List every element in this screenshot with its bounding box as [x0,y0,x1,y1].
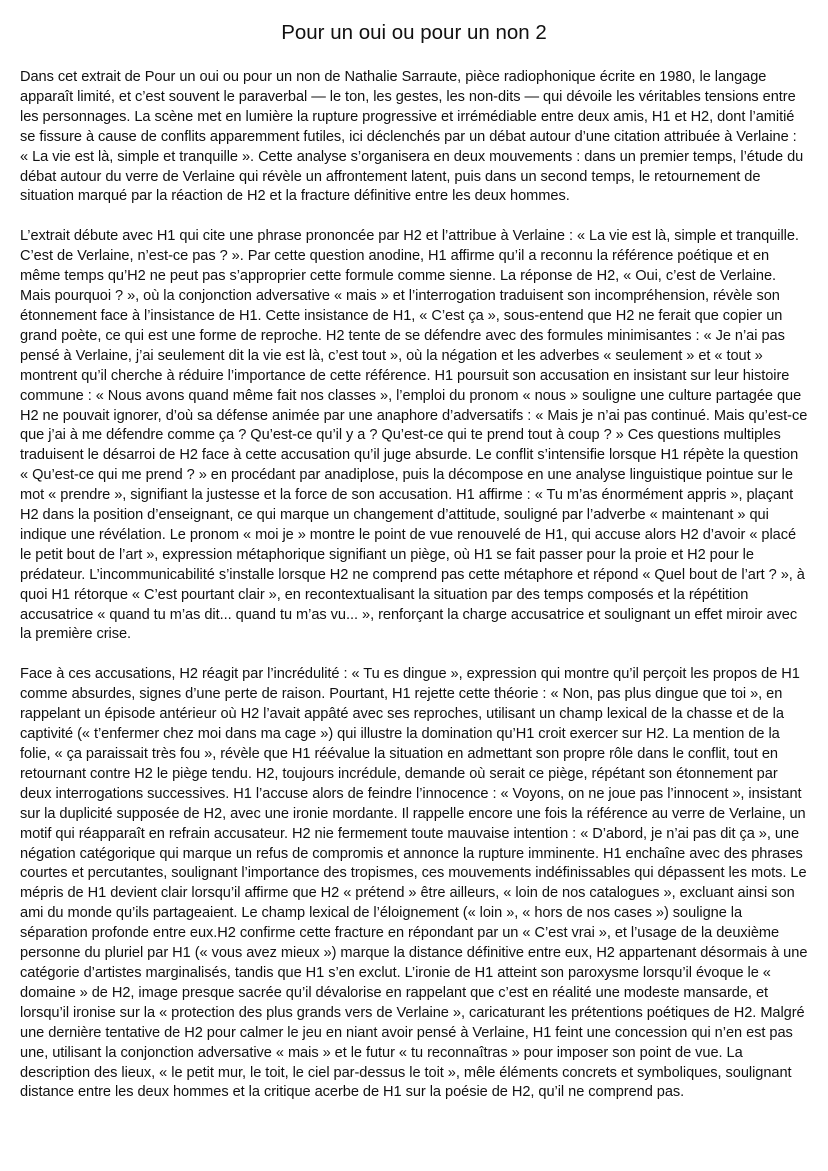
paragraph-second-movement: Face à ces accusations, H2 réagit par l’incrédulité : « Tu es dingue », expression qui montre qu’il perçoit les propos de H1 comme absurdes, signes d’une perte de raison. Pourtant, H1 rejette cette théorie : « Non, pas plus dingue que toi », en rappelant un épisode antérieur où H2 l’avait appâté avec ses reproches, utilisant un champ lexical de la chasse et de la captivité (« t’enfermer chez moi dans ma cage ») qui illustre la domination qu’H1 croit exercer sur H2. La mention de la folie, « ça paraissait très fou », révèle que H1 réévalue la situation en admettant son propre rôle dans le conflit, tout en retournant contre H2 le piège tendu. H2, toujours incrédule, demande où serait ce piège, répétant son étonnement par deux interrogations successives. H1 l’accuse alors de feindre l’innocence : « Voyons, on ne joue pas l’innocent », insistant sur la duplicité supposée de H2, avec une ironie mordante. Il rappelle encore une fois la référence au verre de Verlaine, un motif qui réapparaît en refrain accusateur. H2 nie fermement toute mauvaise intention : « D’abord, je n’ai pas dit ça », une négation catégorique qui marque un refus de compromis et annonce la rupture imminente. H1 enchaîne avec des phrases courtes et percutantes, soulignant l’importance des tropismes, ces mouvements indéfinissables qui dépassent les mots. Le mépris de H1 devient clair lorsqu’il affirme que H2 « prétend » être ailleurs, « loin de nos catalogues », excluant ainsi son ami du monde qu’ils partageaient. Le champ lexical de l’éloignement (« loin », « hors de nos cases ») souligne la séparation profonde entre eux.H2 confirme cette fracture en répondant par un « C’est vrai », et l’usage de la deuxième personne du pluriel par H1 (« vous avez mieux ») marque la distance définitive entre eux, H2 appartenant désormais à une catégorie d’artistes marginalisés, tandis que H1 s’en exclut. L’ironie de H1 atteint son paroxysme lorsqu’il évoque le « domaine » de H2, image presque sacrée qu’il dévalorise en rappelant que c’est en réalité une modeste mansarde, et lorsqu’il ironise sur la « protection des plus grands vers de Verlaine », caricaturant les prétentions poétiques de H2. Malgré une dernière tentative de H2 pour calmer le jeu en niant avoir pensé à Verlaine, H1 feint une concession qui n’en est pas une, utilisant la conjonction adversative « mais » et le futur « tu reconnaîtras » pour imposer son point de vue. La description des lieux, « le petit mur, le toit, le ciel par-dessus le toit », mêle éléments concrets et symboliques, soulignant distance entre les deux hommes et la critique acerbe de H1 sur la poésie de H2, qu’il ne comprend pas. [20,666,808,1101]
paragraph-introduction: Dans cet extrait de Pour un oui ou pour un non de Nathalie Sarraute, pièce radiophonique écrite en 1980, le langage apparaît limité, et c’est souvent le paraverbal — le ton, les gestes, les non-dits — qui dévoile les véritables tensions entre les personnages. La scène met en lumière la rupture progressive et irrémédiable entre deux amis, H1 et H2, dont l’amitié se fissure à cause de conflits apparemment futiles, ici déclenchés par un débat autour d’une citation attribuée à Verlaine : « La vie est là, simple et tranquille ». Cette analyse s’organisera en deux mouvements : dans un premier temps, l’étude du débat autour du verre de Verlaine qui révèle un affrontement latent, puis dans un second temps, le retournement de situation marqué par la réaction de H2 et la fracture définitive entre les deux hommes. [20,69,804,205]
paragraph-first-movement: L’extrait débute avec H1 qui cite une phrase prononcée par H2 et l’attribue à Verlaine : « La vie est là, simple et tranquille. C’est de Verlaine, n’est-ce pas ? ». Par cette question anodine, H1 affirme qu’il a reconnu la référence poétique et en même temps qu’H2 ne peut pas s’approprier cette formule comme sienne. La réponse de H2, « Oui, c’est de Verlaine. Mais pourquoi ? », où la conjonction adversative « mais » et l’interrogation traduisent son incompréhension, révèle son étonnement face à l’insistance de H1. Cette insistance de H1, « C’est ça », sous-entend que H2 ne ferait que copier un grand poète, ce qui est une forme de reproche. H2 tente de se défendre avec des formules minimisantes : « Je n’ai pas pensé à Verlaine, j’ai seulement dit la vie est là, c’est tout », où la négation et les adverbes « seulement » et « tout » montrent qu’il cherche à réduire l’importance de cette référence. H1 poursuit son accusation en insistant sur leur histoire commune : « Nous avons quand même fait nos classes », l’emploi du pronom « nous » souligne une culture partagée que H2 ne pouvait ignorer, d’où sa défense animée par une anaphore d’adversatifs : « Mais je n’ai pas continué. Mais qu’est-ce que j’ai à me défendre comme ça ? Qu’est-ce qu’il y a ? Qu’est-ce qui te prend tout à coup ? » Ces questions multiples traduisent le désarroi de H2 face à cette accusation qu’il juge absurde. Le conflit s’intensifie lorsque H1 répète la question « Qu’est-ce qui me prend ? » en procédant par anadiplose, puis la décompose en une analyse linguistique pointue sur le mot « prendre », signifiant la justesse et la force de son accusation. H1 affirme : « Tu m’as énormément appris », plaçant H2 dans la position d’enseignant, ce qui marque un changement d’attitude, souligné par l’adverbe « maintenant » qui indique une révélation. Le pronom « moi je » montre le point de vue renouvelé de H1, qui accuse alors H2 d’avoir « placé le petit bout de l’art », expression métaphorique signifiant un piège, où H1 se fait passer pour la proie et H2 pour le prédateur. L’incommunicabilité s’installe lorsque H2 ne comprend pas cette métaphore et répond « Quel bout de l’art ? », à quoi H1 rétorque « C’est pourtant clair », en recontextualisant la situation par des temps composés et la répétition accusatrice « quand tu m’as dit... quand tu m’as vu... », renforçant la charge accusatrice et soulignant un effet miroir avec la première crise. [20,228,808,643]
document-title: Pour un oui ou pour un non 2 [281,21,547,44]
